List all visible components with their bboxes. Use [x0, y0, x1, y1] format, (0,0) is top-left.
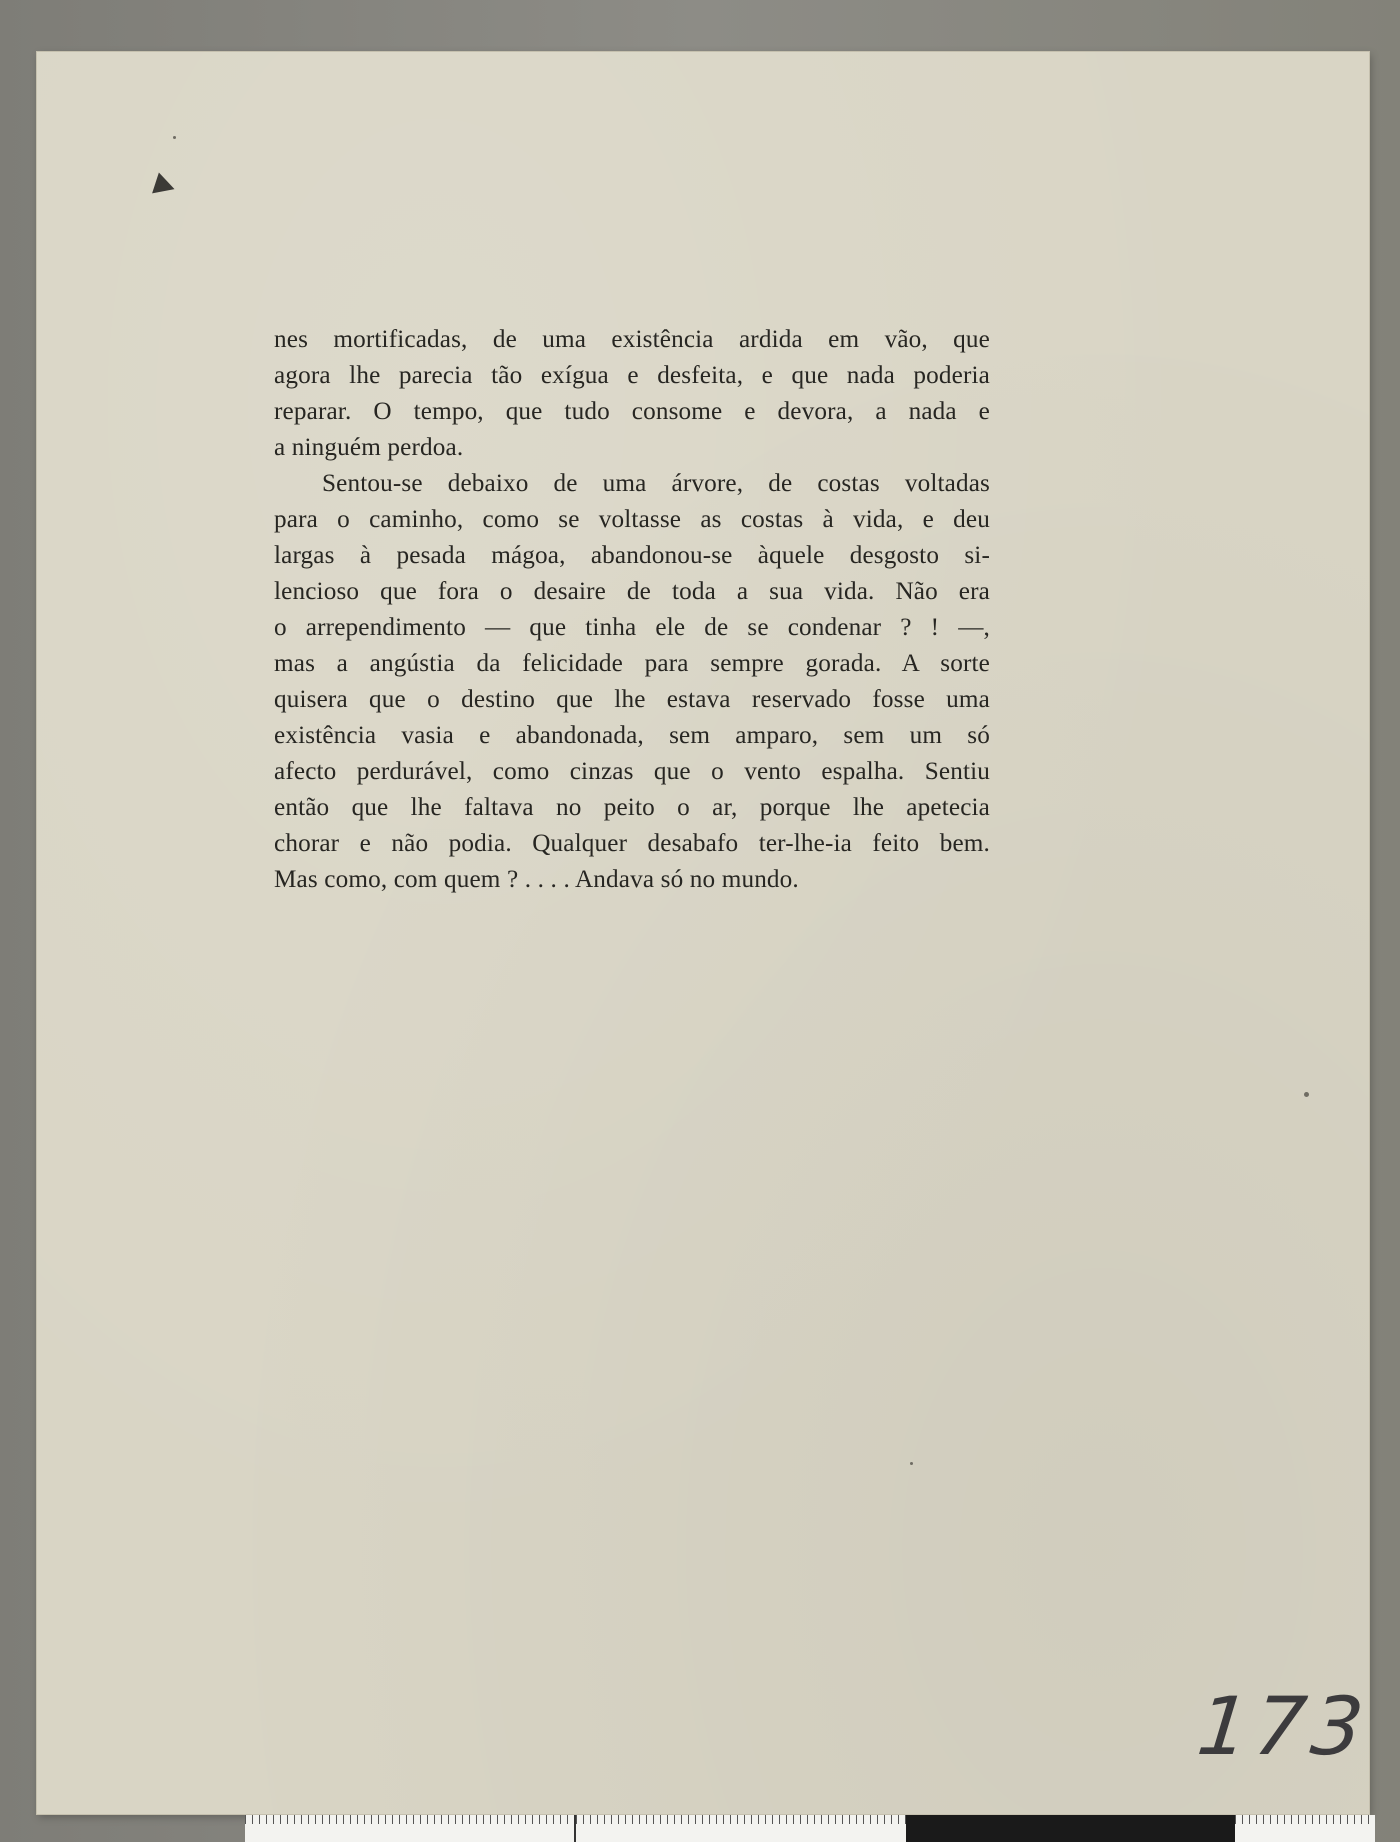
text-line: a ninguém perdoa.: [274, 434, 464, 461]
ruler-ticks: [1235, 1815, 1375, 1842]
text-line: afecto perdurável, como cinzas que o vento espalha. Sentiu: [274, 758, 990, 785]
text-line: quisera que o destino que lhe estava reservado fosse uma: [274, 686, 990, 713]
page-number: 173: [1193, 1680, 1374, 1773]
text-line: Mas como, com quem ? . . . . Andava só no mundo.: [274, 866, 799, 893]
text-line: reparar. O tempo, que tudo consome e devora, a nada e: [274, 398, 990, 425]
paper-speck: [1304, 1092, 1309, 1097]
pin-mark-icon: [152, 172, 178, 199]
ruler-black-segment: [906, 1815, 1235, 1842]
document-page: [37, 52, 1369, 1814]
text-line: agora lhe parecia tão exígua e desfeita, e que nada poderia: [274, 362, 990, 389]
text-line: chorar e não podia. Qualquer desabafo ter-lhe-ia feito bem.: [274, 830, 990, 857]
scale-ruler: [245, 1815, 1375, 1842]
text-line: então que lhe faltava no peito o ar, porque lhe apetecia: [274, 794, 990, 821]
paper-speck: [910, 1462, 913, 1465]
text-line: mas a angústia da felicidade para sempre gorada. A sorte: [274, 650, 990, 677]
body-text: [274, 322, 990, 898]
text-line: para o caminho, como se voltasse as costas à vida, e deu: [274, 506, 990, 533]
ruler-ticks: [245, 1815, 574, 1842]
text-line: lencioso que fora o desaire de toda a sua vida. Não era: [274, 578, 990, 605]
text-line: existência vasia e abandonada, sem amparo, sem um só: [274, 722, 990, 749]
text-line: largas à pesada mágoa, abandonou-se àquele desgosto si-: [274, 542, 990, 569]
text-line: o arrependimento — que tinha ele de se condenar ? ! —,: [274, 614, 990, 641]
text-line: nes mortificadas, de uma existência ardida em vão, que: [274, 326, 990, 353]
paper-speck: [173, 136, 176, 139]
text-line: Sentou-se debaixo de uma árvore, de costas voltadas: [322, 470, 990, 497]
ruler-ticks: [574, 1815, 905, 1842]
